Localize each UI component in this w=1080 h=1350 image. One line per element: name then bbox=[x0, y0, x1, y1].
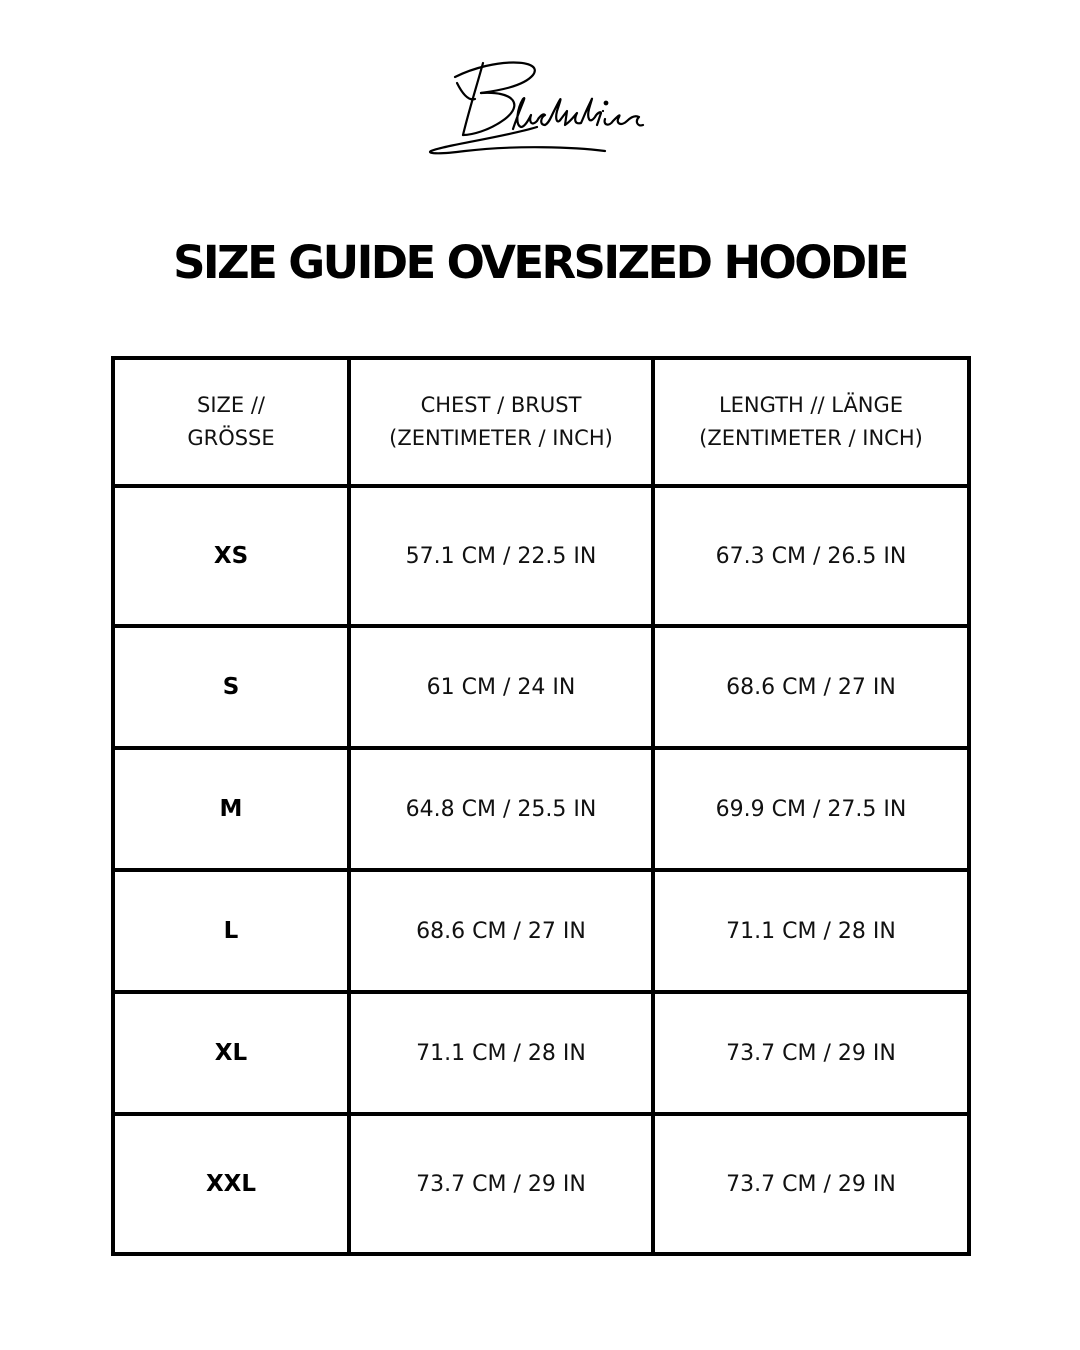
chest-cell: 73.7 CM / 29 IN bbox=[349, 1114, 653, 1254]
chest-cell: 68.6 CM / 27 IN bbox=[349, 870, 653, 992]
table-row bbox=[113, 748, 969, 870]
length-cell: 71.1 CM / 28 IN bbox=[653, 870, 969, 992]
brand-logo bbox=[425, 55, 660, 160]
header-size-line-2: GRÖSSE bbox=[187, 426, 275, 450]
table-row bbox=[113, 870, 969, 992]
length-cell: 69.9 CM / 27.5 IN bbox=[653, 748, 969, 870]
header-chest bbox=[349, 358, 653, 486]
length-cell: 67.3 CM / 26.5 IN bbox=[653, 486, 969, 626]
chest-cell: 57.1 CM / 22.5 IN bbox=[349, 486, 653, 626]
chest-cell: 61 CM / 24 IN bbox=[349, 626, 653, 748]
signature-logo-icon bbox=[425, 55, 660, 160]
table-row bbox=[113, 992, 969, 1114]
size-cell: S bbox=[113, 626, 349, 748]
table-row bbox=[113, 626, 969, 748]
length-cell: 73.7 CM / 29 IN bbox=[653, 1114, 969, 1254]
header-chest-line-1: CHEST / BRUST bbox=[420, 393, 582, 417]
size-cell: XL bbox=[113, 992, 349, 1114]
size-cell: XXL bbox=[113, 1114, 349, 1254]
table-row bbox=[113, 486, 969, 626]
size-cell: L bbox=[113, 870, 349, 992]
size-cell: M bbox=[113, 748, 349, 870]
header-length bbox=[653, 358, 969, 486]
header-length-line-2: (ZENTIMETER / INCH) bbox=[699, 426, 923, 450]
chest-cell: 71.1 CM / 28 IN bbox=[349, 992, 653, 1114]
header-length-line-1: LENGTH // LÄNGE bbox=[718, 393, 904, 417]
header-chest-line-2: (ZENTIMETER / INCH) bbox=[389, 426, 613, 450]
chest-cell: 64.8 CM / 25.5 IN bbox=[349, 748, 653, 870]
size-cell: XS bbox=[113, 486, 349, 626]
header-size bbox=[113, 358, 349, 486]
page-title: SIZE GUIDE OVERSIZED HOODIE bbox=[173, 236, 907, 289]
length-cell: 73.7 CM / 29 IN bbox=[653, 992, 969, 1114]
header-size-line-1: SIZE // bbox=[196, 393, 265, 417]
length-cell: 68.6 CM / 27 IN bbox=[653, 626, 969, 748]
size-table bbox=[111, 356, 971, 1256]
table-header-row bbox=[113, 358, 969, 486]
table-row bbox=[113, 1114, 969, 1254]
